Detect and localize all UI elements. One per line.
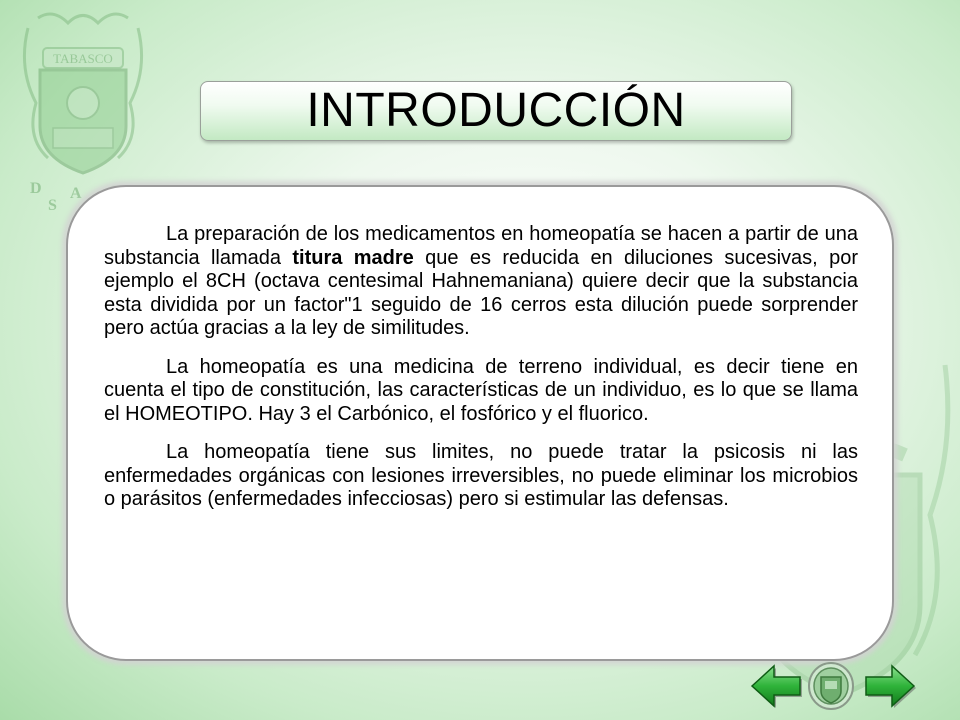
title-banner bbox=[200, 81, 792, 141]
next-slide-button[interactable] bbox=[862, 663, 918, 709]
svg-text:S: S bbox=[48, 197, 57, 213]
page-title: INTRODUCCIÓN bbox=[306, 84, 686, 137]
paragraph-1 bbox=[104, 223, 858, 341]
content-panel bbox=[66, 185, 894, 661]
paragraph-3: La homeopatía tiene sus limites, no puede tratar la psicosis ni las enfermedades orgánicas con lesiones irreversibles, no puede eliminar los microbios o parásitos (enfermedades infecciosas) pero si estimular las defensas. bbox=[104, 441, 858, 510]
paragraph-1-end: que es reducida en diluciones sucesivas, por ejemplo el 8CH (octava centesimal Hahnemaniana) quiere decir que la substancia esta dividida por un factor"1 seguido de 16 cerros esta dilución puede sorprender pero actúa gracias a la ley de similitudes. bbox=[104, 246, 858, 339]
svg-text:A: A bbox=[70, 185, 82, 202]
arrow-left-icon bbox=[752, 666, 802, 708]
emblem-home-icon bbox=[809, 663, 853, 709]
svg-text:TABASCO: TABASCO bbox=[53, 51, 113, 66]
paragraph-1-bold-term: titura madre bbox=[292, 246, 414, 269]
svg-text:D: D bbox=[30, 180, 42, 197]
arrow-right-icon bbox=[866, 666, 916, 708]
previous-slide-button[interactable] bbox=[748, 663, 804, 709]
home-button[interactable] bbox=[807, 661, 855, 711]
paragraph-2: La homeopatía es una medicina de terreno individual, es decir tiene en cuenta el tipo de constitución, las características de un individuo, es lo que se llama el HOMEOTIPO. Hay 3 el Carbónico, el fosfórico y el fluorico. bbox=[104, 355, 858, 425]
paragraph-1-start: La preparación de los medicamentos en homeopatía se hacen a partir de una substancia llamada bbox=[104, 223, 858, 269]
university-emblem-watermark bbox=[8, 8, 158, 213]
body-text bbox=[104, 223, 858, 527]
